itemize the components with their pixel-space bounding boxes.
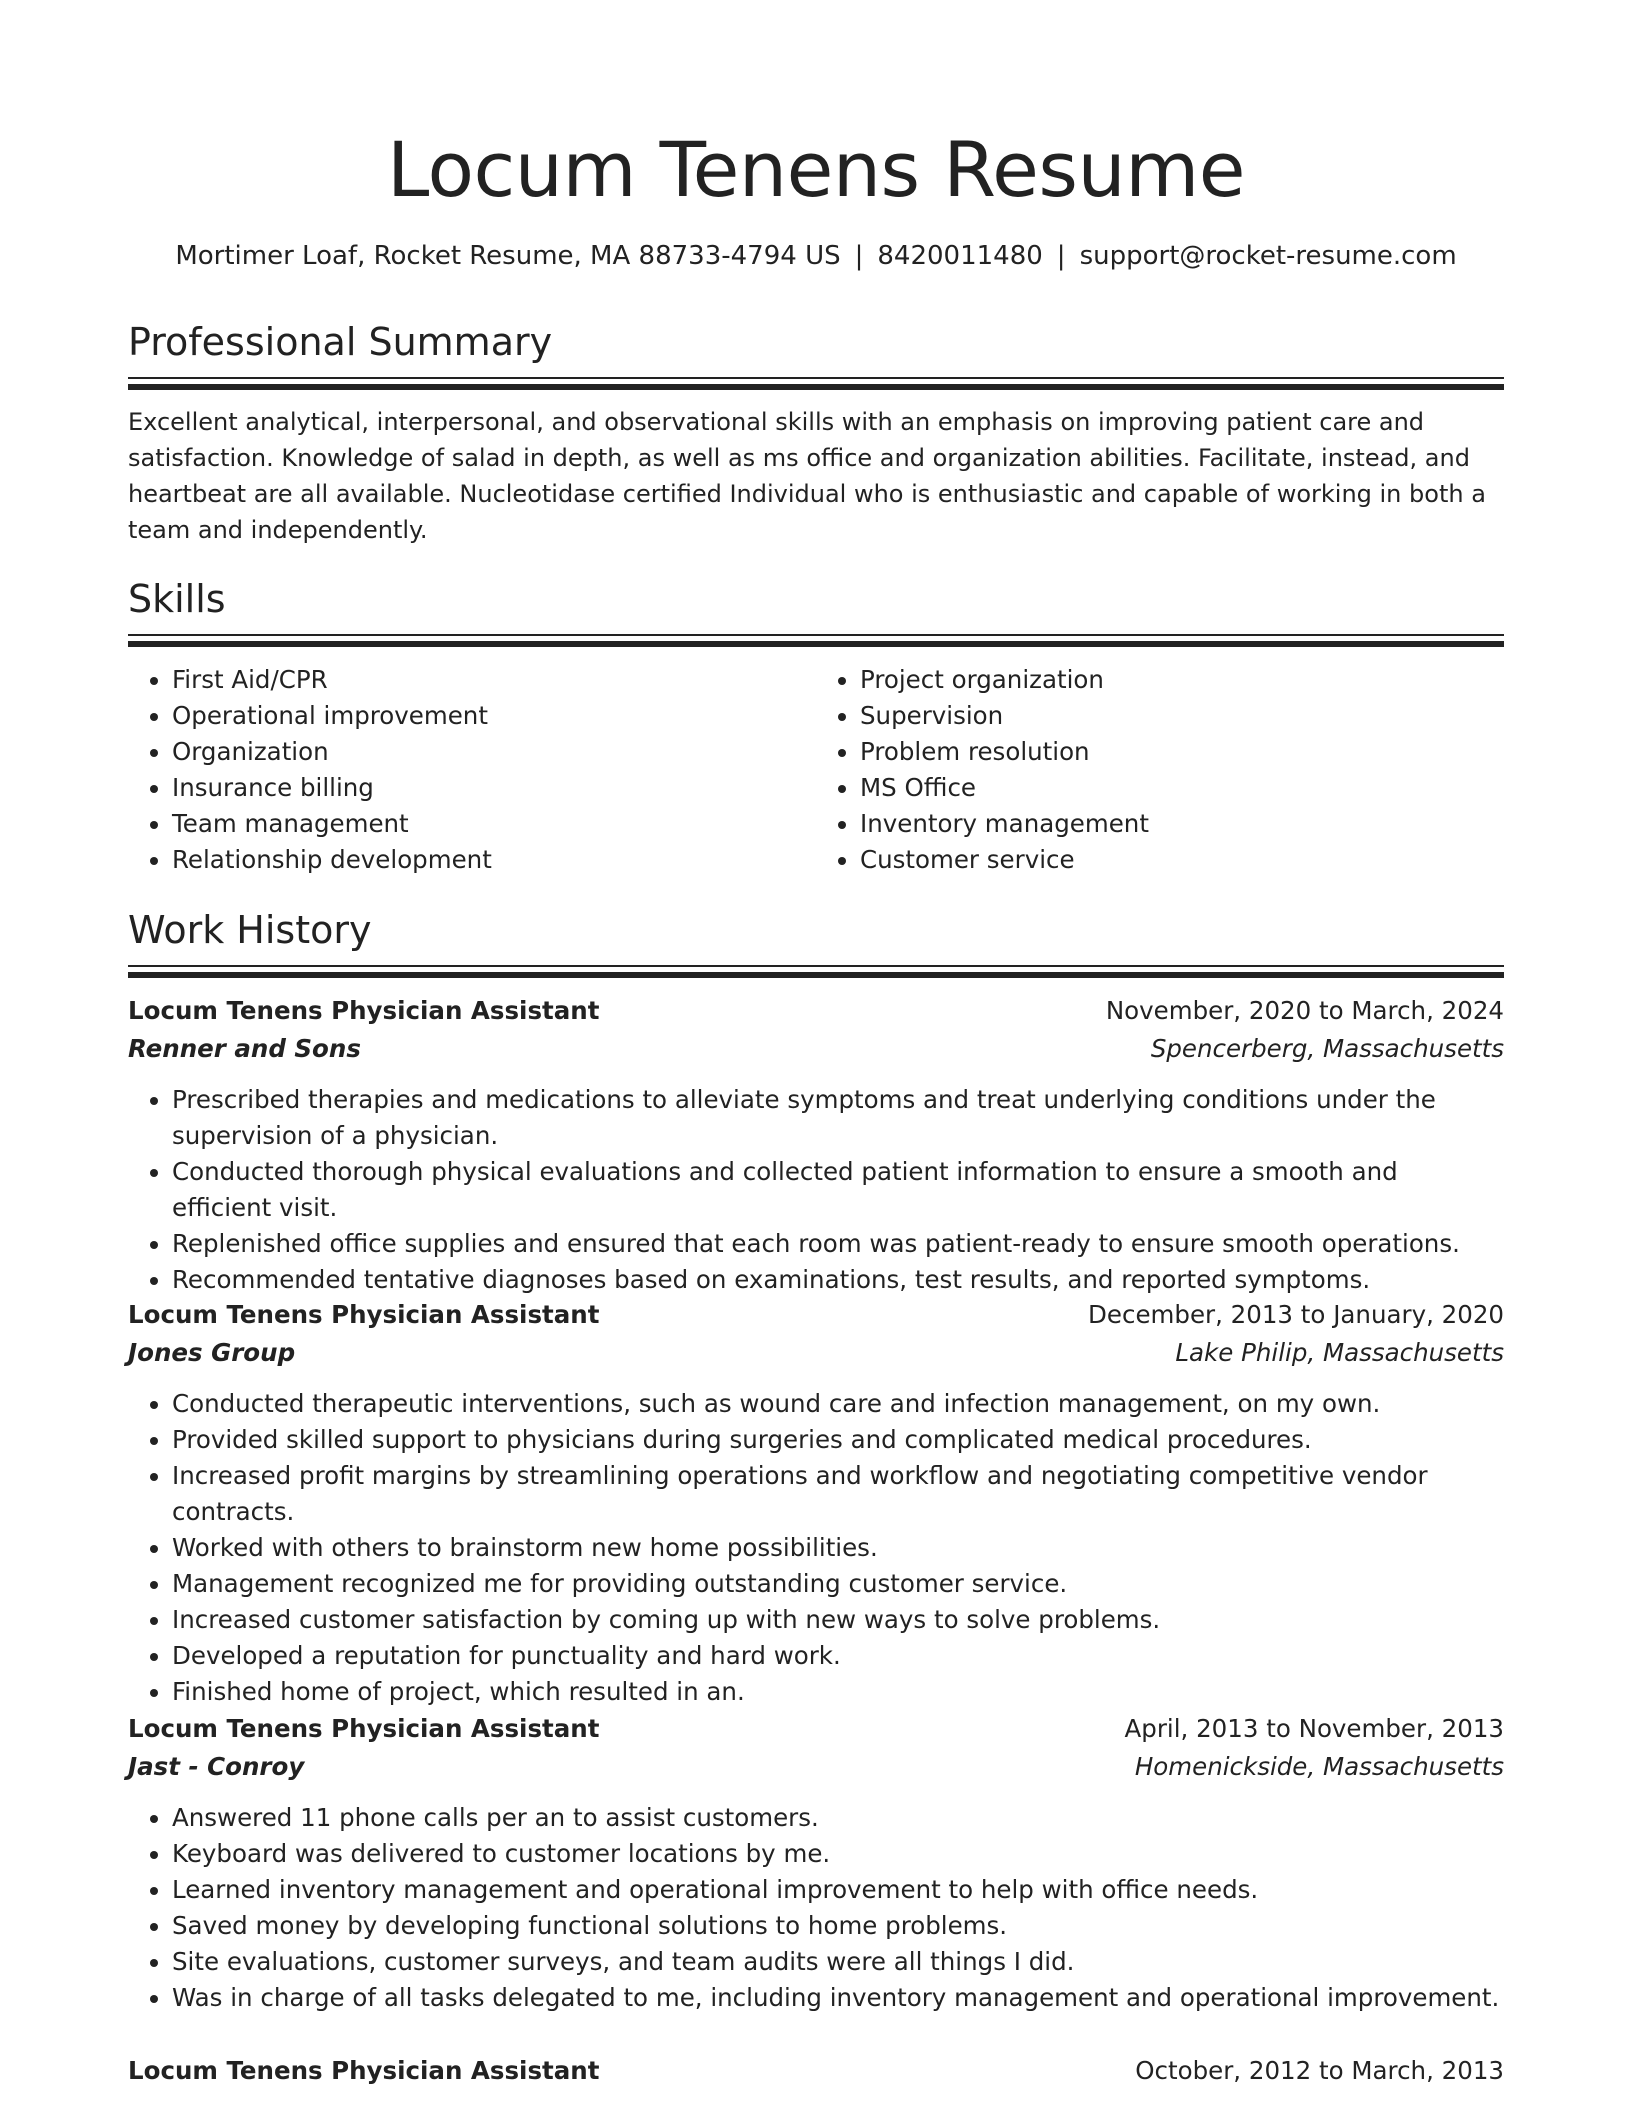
contact-separator: |: [1056, 241, 1066, 271]
skills-divider: [128, 634, 1504, 647]
skill-item: • MS Office: [860, 770, 1504, 806]
work-history-divider: [128, 965, 1504, 978]
skill-item: • First Aid/CPR: [172, 662, 816, 698]
job-bullet: • Was in charge of all tasks delegated to me, including inventory management and operational improvement.: [172, 1980, 1504, 2016]
job-bullet: • Keyboard was delivered to customer locations by me.: [172, 1836, 1504, 1872]
job-company: Renner and Sons: [128, 1034, 361, 1063]
job-entry: [128, 2052, 1504, 2090]
job-bullet: • Provided skilled support to physicians during surgeries and complicated medical procedures.: [172, 1422, 1504, 1458]
skill-item: • Team management: [172, 806, 816, 842]
summary-text: Excellent analytical, interpersonal, and observational skills with an emphasis on improving patient care and satisfaction. Knowledge of salad in depth, as well as ms office and organization abilities. Facilitate, instead, and heartbeat are all available. Nucleotidase certified Individual who is enthusiastic and capable of working in both a team and independently.: [128, 408, 1486, 544]
job-dates: October, 2012 to March, 2013: [1135, 2056, 1504, 2085]
job-bullet: • Replenished office supplies and ensured that each room was patient-ready to ensure smooth operations.: [172, 1226, 1504, 1262]
contact-email[interactable]: support@rocket-resume.com: [1079, 241, 1457, 271]
job-bullet: • Learned inventory management and operational improvement to help with office needs.: [172, 1872, 1504, 1908]
skill-item: • Organization: [172, 734, 816, 770]
job-title: Locum Tenens Physician Assistant: [128, 1300, 600, 1329]
job-entry: [128, 1296, 1504, 1710]
job-title: Locum Tenens Physician Assistant: [128, 1714, 600, 1743]
job-bullet: • Conducted thorough physical evaluations and collected patient information to ensure a smooth and efficient visit.: [172, 1154, 1504, 1226]
summary-divider: [128, 377, 1504, 390]
job-bullet: • Increased customer satisfaction by coming up with new ways to solve problems.: [172, 1602, 1504, 1638]
job-bullet: • Increased profit margins by streamlining operations and workflow and negotiating competitive vendor contracts.: [172, 1458, 1504, 1530]
work-history-heading: Work History: [128, 908, 372, 952]
job-company: Jones Group: [128, 1338, 296, 1367]
contact-separator: |: [854, 241, 864, 271]
skill-item: • Problem resolution: [860, 734, 1504, 770]
job-dates: November, 2020 to March, 2024: [1105, 996, 1504, 1025]
job-dates: December, 2013 to January, 2020: [1088, 1300, 1504, 1329]
job-bullet: • Saved money by developing functional solutions to home problems.: [172, 1908, 1504, 1944]
skills-column-right: [816, 662, 1504, 878]
contact-phone[interactable]: 8420011480: [877, 241, 1043, 271]
skills-heading: Skills: [128, 577, 226, 621]
job-bullet: • Developed a reputation for punctuality and hard work.: [172, 1638, 1504, 1674]
job-bullet: • Conducted therapeutic interventions, such as wound care and infection management, on my own.: [172, 1386, 1504, 1422]
contact-address: Mortimer Loaf, Rocket Resume, MA 88733-4794 US: [175, 241, 841, 271]
job-title: Locum Tenens Physician Assistant: [128, 2056, 600, 2085]
skill-item: • Supervision: [860, 698, 1504, 734]
job-location: Lake Philip, Massachusetts: [1175, 1338, 1504, 1367]
job-bullet: • Site evaluations, customer surveys, and team audits were all things I did.: [172, 1944, 1504, 1980]
job-bullet: • Recommended tentative diagnoses based on examinations, test results, and reported symptoms.: [172, 1262, 1504, 1298]
job-company: Jast - Conroy: [128, 1752, 305, 1781]
skill-item: • Project organization: [860, 662, 1504, 698]
job-bullet: • Finished home of project, which resulted in an.: [172, 1674, 1504, 1710]
job-bullet: • Answered 11 phone calls per an to assist customers.: [172, 1800, 1504, 1836]
summary-heading: Professional Summary: [128, 320, 553, 364]
job-bullet: • Worked with others to brainstorm new home possibilities.: [172, 1530, 1504, 1566]
skill-item: • Customer service: [860, 842, 1504, 878]
skill-item: • Insurance billing: [172, 770, 816, 806]
skill-item: • Operational improvement: [172, 698, 816, 734]
job-title: Locum Tenens Physician Assistant: [128, 996, 600, 1025]
skills-column-left: [128, 662, 816, 878]
job-bullets: [128, 1386, 1504, 1710]
skill-item: • Relationship development: [172, 842, 816, 878]
resume-title: Locum Tenens Resume: [387, 125, 1245, 214]
job-location: Homenickside, Massachusetts: [1134, 1752, 1504, 1781]
skills-list: [128, 662, 1504, 878]
job-bullets: [128, 1800, 1504, 2016]
contact-line: [128, 238, 1504, 274]
job-dates: April, 2013 to November, 2013: [1124, 1714, 1504, 1743]
job-location: Spencerberg, Massachusetts: [1150, 1034, 1504, 1063]
skill-item: • Inventory management: [860, 806, 1504, 842]
job-bullet: • Management recognized me for providing outstanding customer service.: [172, 1566, 1504, 1602]
job-bullets: [128, 1082, 1504, 1298]
job-entry: [128, 992, 1504, 1298]
job-entry: [128, 1710, 1504, 2016]
job-bullet: • Prescribed therapies and medications to alleviate symptoms and treat underlying conditions under the supervision of a physician.: [172, 1082, 1504, 1154]
